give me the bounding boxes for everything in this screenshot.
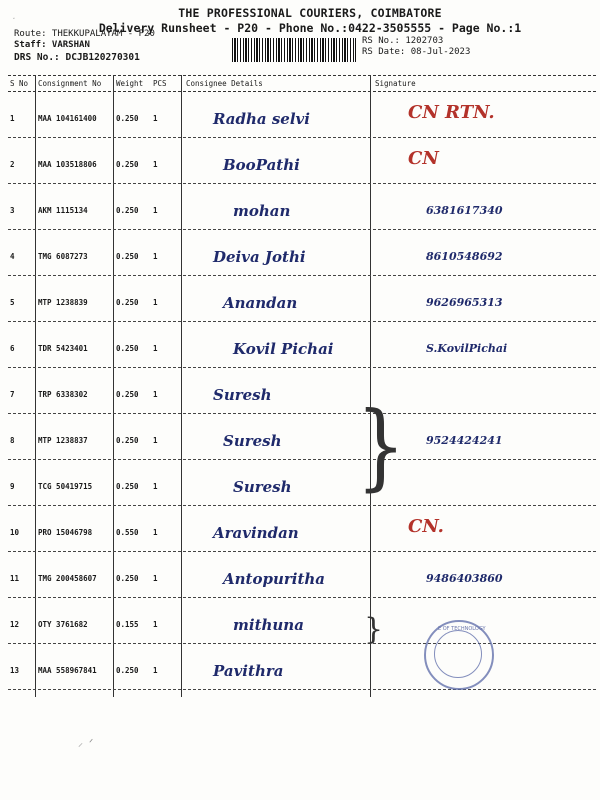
cell-pcs: 1	[153, 528, 158, 537]
cell-sno: 10	[10, 528, 20, 537]
cell-sno: 5	[10, 298, 15, 307]
cell-sno: 4	[10, 252, 15, 261]
cell-consignment: MTP 1238837	[38, 436, 88, 445]
row-separator	[8, 689, 596, 690]
table-row	[8, 322, 596, 368]
signature-entry: CN	[408, 148, 439, 169]
col-pcs: PCS	[153, 79, 167, 88]
cell-sno: 2	[10, 160, 15, 169]
table-row	[8, 138, 596, 184]
cell-consignment: MAA 104161400	[38, 114, 97, 123]
cell-pcs: 1	[153, 620, 158, 629]
cell-consignment: TDR 5423401	[38, 344, 88, 353]
cell-pcs: 1	[153, 298, 158, 307]
cell-consignment: TMG 6087273	[38, 252, 88, 261]
stamp-text: E OF TECHNOLOGY	[438, 626, 486, 632]
consignee-handwritten-name: Pavithra	[213, 662, 284, 680]
cell-weight: 0.250	[116, 252, 139, 261]
cell-weight: 0.250	[116, 390, 139, 399]
cell-sno: 12	[10, 620, 20, 629]
col-consignment: Consignment No	[38, 79, 102, 88]
cell-pcs: 1	[153, 160, 158, 169]
stamp-seal	[424, 620, 494, 690]
stray-pen-marks: ⸝ ᐟ	[78, 738, 94, 749]
cell-sno: 13	[10, 666, 20, 675]
cell-pcs: 1	[153, 482, 158, 491]
consignee-handwritten-name: BooPathi	[223, 156, 300, 174]
cell-consignment: MAA 558967841	[38, 666, 97, 675]
cell-weight: 0.250	[116, 298, 139, 307]
table-row	[8, 552, 596, 598]
route-info	[14, 29, 155, 64]
cell-consignment: MTP 1238839	[38, 298, 88, 307]
consignee-handwritten-name: mohan	[233, 202, 291, 220]
consignee-handwritten-name: Kovil Pichai	[233, 340, 334, 358]
consignee-handwritten-name: Anandan	[223, 294, 298, 312]
cell-pcs: 1	[153, 436, 158, 445]
barcode-icon	[232, 38, 356, 62]
cell-pcs: 1	[153, 252, 158, 261]
col-weight: Weight	[116, 79, 144, 88]
table-row	[8, 414, 596, 460]
table-row	[8, 644, 596, 690]
col-signature: Signature	[375, 79, 416, 88]
rs-date: RS Date: 08-Jul-2023	[362, 47, 471, 57]
signature-entry: S.KovilPichai	[426, 342, 508, 355]
cell-consignment: PRO 15046798	[38, 528, 93, 537]
cell-weight: 0.250	[116, 114, 139, 123]
drs-number: DRS No.: DCJB120270301	[14, 52, 140, 63]
cell-weight: 0.250	[116, 666, 139, 675]
signature-entry: 9524424241	[426, 434, 503, 447]
table-row	[8, 92, 596, 138]
signature-entry: 9486403860	[426, 572, 503, 585]
consignee-handwritten-name: Aravindan	[213, 524, 299, 542]
cell-consignment: MAA 103518806	[38, 160, 97, 169]
table-row	[8, 460, 596, 506]
cell-weight: 0.250	[116, 206, 139, 215]
bracket-mark: }	[364, 612, 384, 647]
runsheet-table	[8, 75, 596, 91]
cell-pcs: 1	[153, 390, 158, 399]
cell-weight: 0.250	[116, 160, 139, 169]
consignee-handwritten-name: Suresh	[213, 386, 272, 404]
col-sno: S No	[10, 79, 29, 88]
cell-sno: 7	[10, 390, 15, 399]
bracket-mark: }	[356, 393, 406, 501]
cell-sno: 8	[10, 436, 15, 445]
table-row	[8, 184, 596, 230]
cell-pcs: 1	[153, 574, 158, 583]
consignee-handwritten-name: Deiva Jothi	[213, 248, 306, 266]
cell-consignment: OTY 3761682	[38, 620, 88, 629]
cell-sno: 6	[10, 344, 15, 353]
signature-entry: 9626965313	[426, 296, 503, 309]
consignee-handwritten-name: Suresh	[223, 432, 282, 450]
consignee-handwritten-name: Radha selvi	[213, 110, 310, 128]
table-row	[8, 230, 596, 276]
cell-sno: 11	[10, 574, 20, 583]
signature-entry: 6381617340	[426, 204, 503, 217]
cell-consignment: TMG 200458607	[38, 574, 97, 583]
runsheet-title: Delivery Runsheet - P20 - Phone No.:0422-3505555 - Page No.:1	[98, 21, 522, 35]
rs-info	[362, 36, 470, 58]
consignee-handwritten-name: Antopuritha	[223, 570, 326, 588]
cell-weight: 0.250	[116, 436, 139, 445]
cell-sno: 3	[10, 206, 15, 215]
cell-weight: 0.250	[116, 344, 139, 353]
cell-sno: 1	[10, 114, 15, 123]
signature-entry: CN.	[408, 516, 444, 537]
table-row	[8, 368, 596, 414]
table-row	[8, 598, 596, 644]
consignee-handwritten-name: mithuna	[233, 616, 304, 634]
staff-label: Staff: VARSHAN	[14, 39, 90, 50]
cell-pcs: 1	[153, 206, 158, 215]
route-label: Route: THEKKUPALAYAM - P20	[14, 29, 155, 39]
cell-consignment: AKM 1115134	[38, 206, 88, 215]
table-row	[8, 506, 596, 552]
cell-weight: 0.250	[116, 482, 139, 491]
table-header	[8, 75, 596, 91]
signature-entry: 8610548692	[426, 250, 503, 263]
table-row	[8, 276, 596, 322]
cell-sno: 9	[10, 482, 15, 491]
cell-weight: 0.155	[116, 620, 139, 629]
cell-weight: 0.550	[116, 528, 139, 537]
cell-weight: 0.250	[116, 574, 139, 583]
corner-mark-icon: ˇ	[12, 18, 16, 25]
company-name: THE PROFESSIONAL COURIERS, COIMBATORE	[178, 6, 442, 20]
cell-pcs: 1	[153, 344, 158, 353]
cell-consignment: TRP 6338302	[38, 390, 88, 399]
cell-pcs: 1	[153, 114, 158, 123]
rs-number: RS No.: 1202703	[362, 36, 444, 46]
cell-pcs: 1	[153, 666, 158, 675]
cell-consignment: TCG 50419715	[38, 482, 93, 491]
col-details: Consignee Details	[186, 79, 263, 88]
consignee-handwritten-name: Suresh	[233, 478, 292, 496]
signature-entry: CN RTN.	[408, 102, 495, 123]
